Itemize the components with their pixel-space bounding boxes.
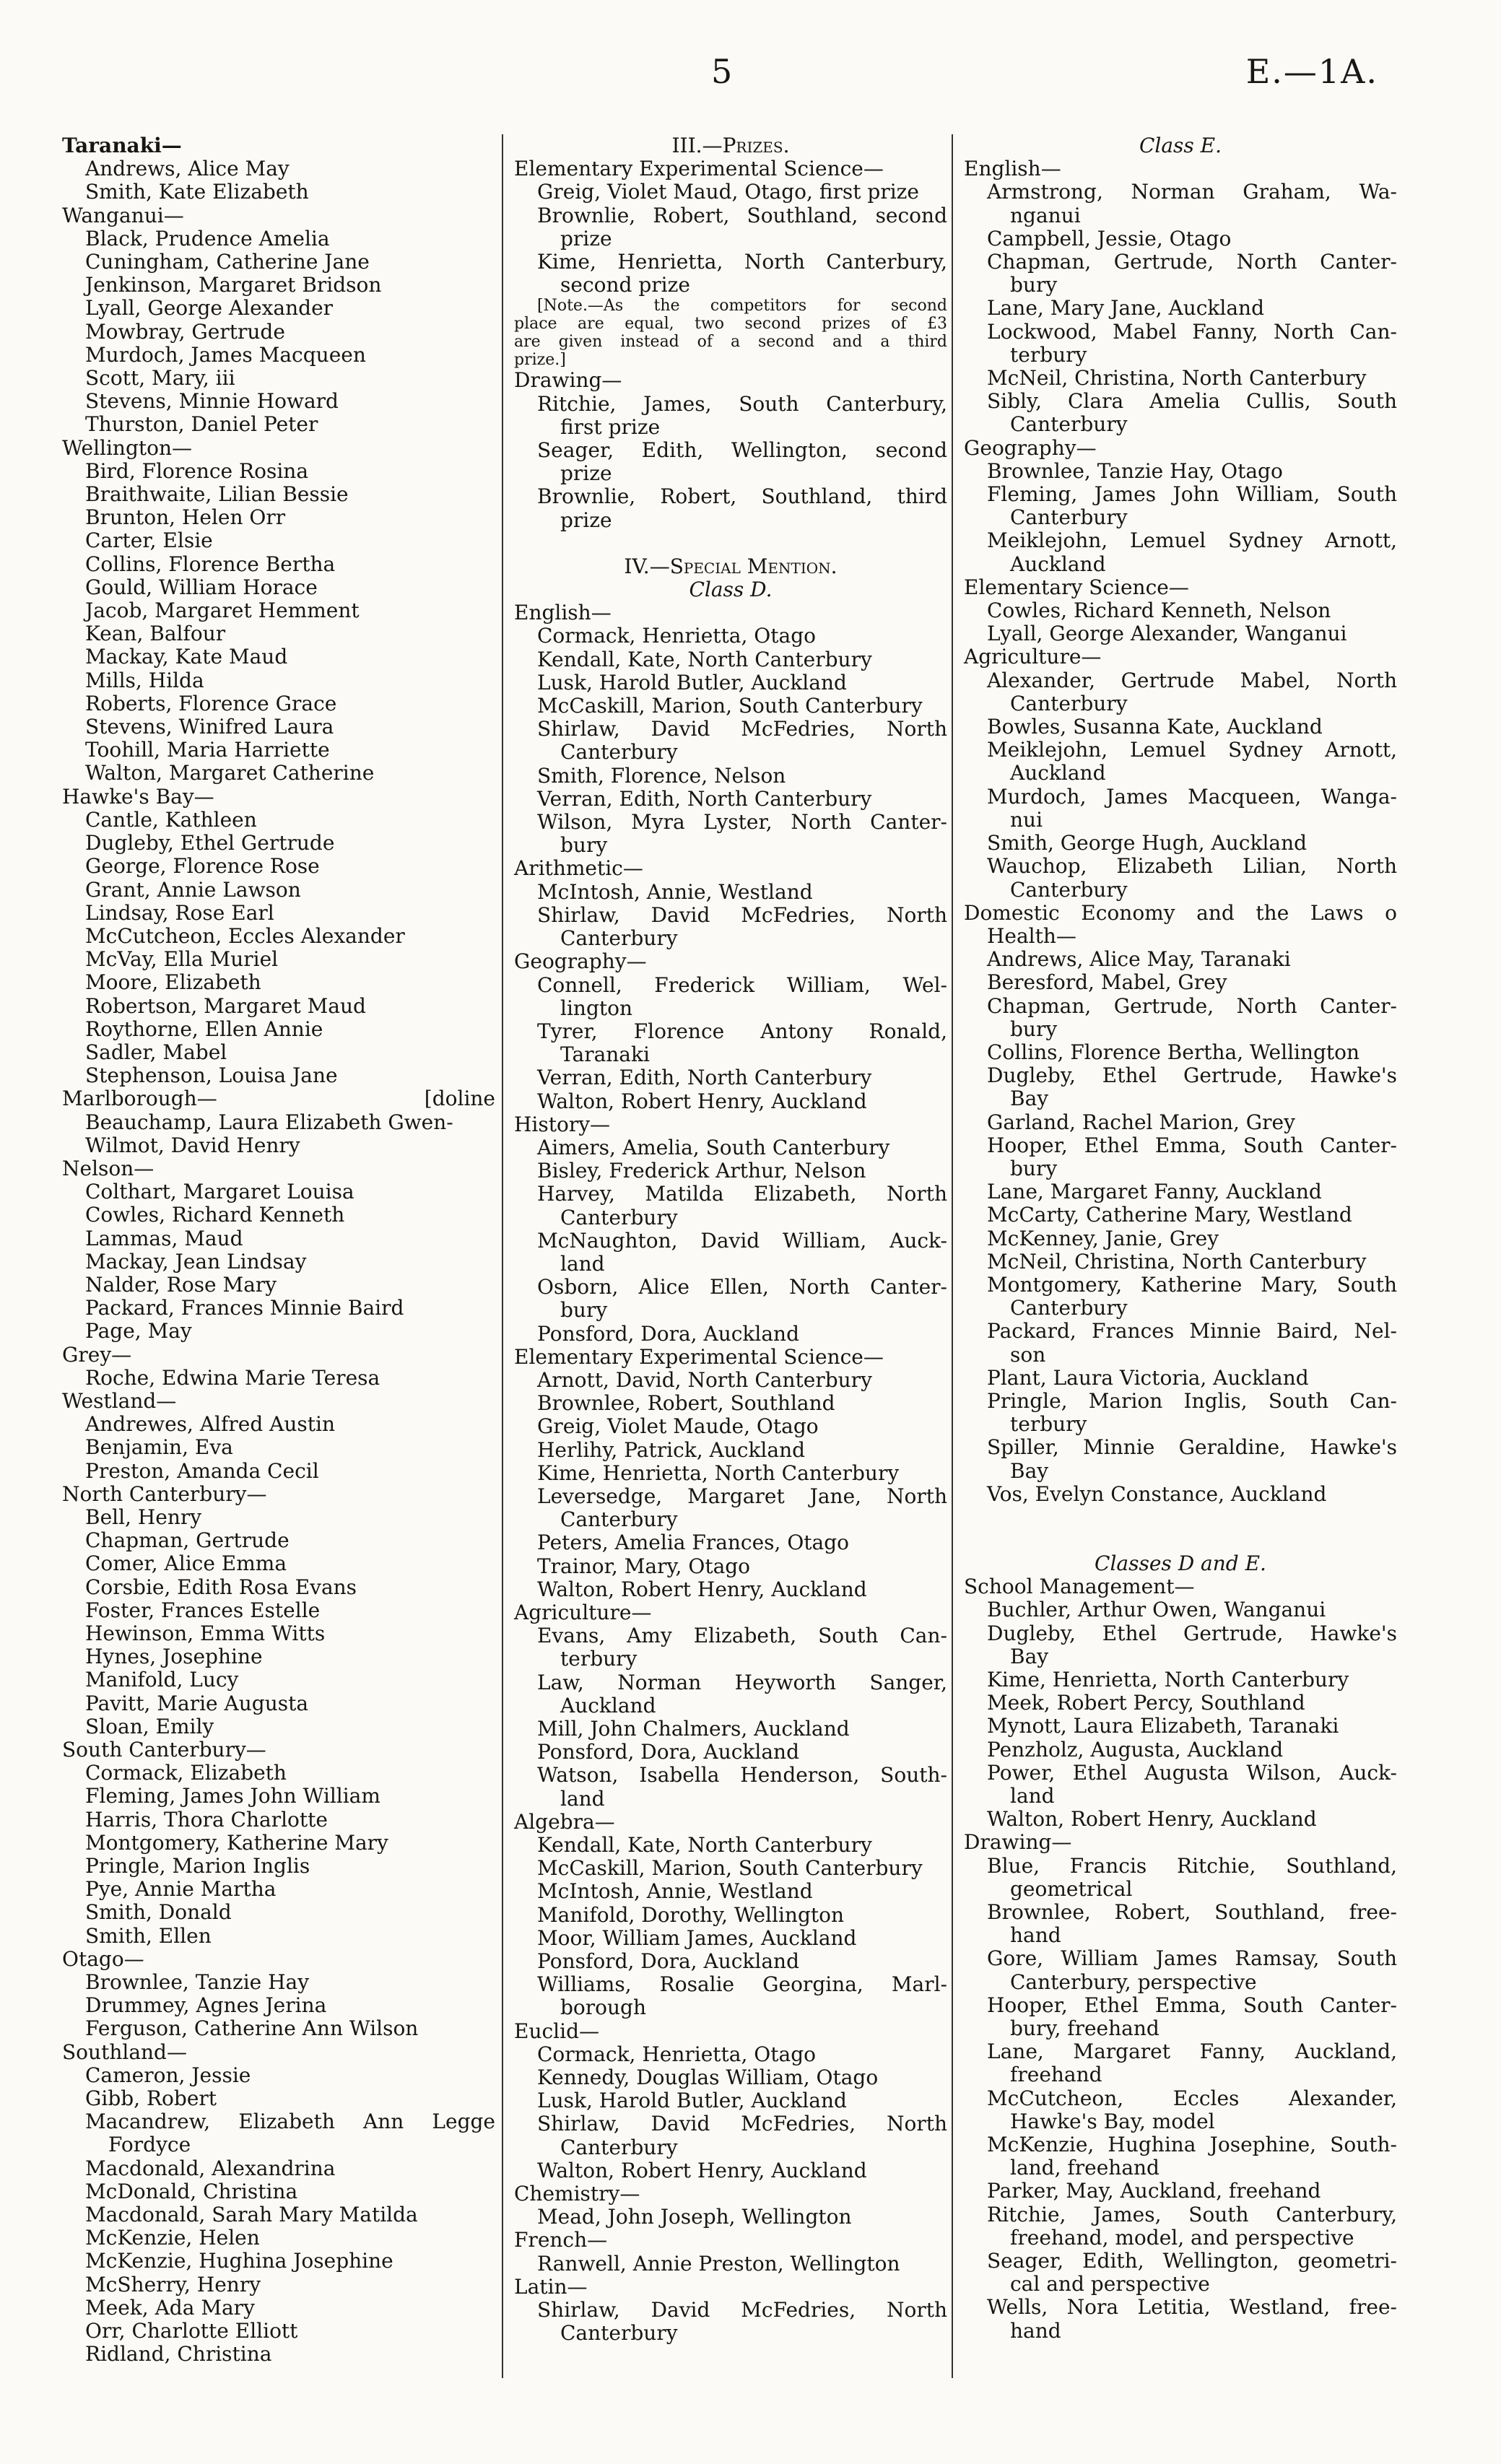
list-entry: Kime, Henrietta, North Canterbury,	[537, 250, 947, 274]
list-entry: Campbell, Jessie, Otago	[987, 226, 1232, 251]
entry-continuation: freehand, model, and perspective	[1010, 2225, 1354, 2250]
section-heading: Marlborough— [doline	[62, 1087, 495, 1111]
list-entry: Dugleby, Ethel Gertrude	[85, 831, 335, 856]
list-entry: Thurston, Daniel Peter	[85, 412, 318, 437]
list-entry: Kendall, Kate, North Canterbury	[537, 1833, 872, 1858]
list-entry: Connell, Frederick William, Wel-	[537, 972, 947, 997]
list-entry: Blue, Francis Ritchie, Southland,	[987, 1853, 1397, 1878]
list-entry: Chapman, Gertrude, North Canter-	[987, 250, 1397, 274]
list-entry: Harvey, Matilda Elizabeth, North	[537, 1182, 947, 1206]
list-entry: Chapman, Gertrude	[85, 1528, 290, 1553]
list-entry: Hynes, Josephine	[85, 1645, 263, 1669]
list-entry: Colthart, Margaret Louisa	[85, 1180, 354, 1204]
section-heading: Latin—	[514, 2274, 588, 2299]
section-heading: North Canterbury—	[62, 1481, 267, 1506]
list-entry: Smith, Florence, Nelson	[537, 763, 786, 788]
document-code: E.—1A.	[1245, 52, 1378, 91]
section-heading: Elementary Experimental Science—	[514, 157, 884, 181]
list-entry: Packard, Frances Minnie Baird, Nel-	[987, 1319, 1397, 1344]
section-heading: Drawing—	[964, 1830, 1072, 1855]
right-column-list	[964, 134, 1397, 2343]
list-entry: Meek, Robert Percy, Southland	[987, 1691, 1305, 1715]
list-entry: Mackay, Jean Lindsay	[85, 1249, 307, 1274]
list-entry: Shirlaw, David McFedries, North	[537, 902, 947, 927]
list-entry: Lammas, Maud	[85, 1226, 243, 1250]
list-entry: Harris, Thora Charlotte	[85, 1807, 328, 1832]
list-entry: Walton, Robert Henry, Auckland	[537, 1089, 867, 1113]
entry-continuation: bury	[560, 833, 608, 858]
column-divider	[502, 134, 503, 2378]
list-entry: Garland, Rachel Marion, Grey	[987, 1110, 1295, 1134]
list-entry: Law, Norman Heyworth Sanger,	[537, 1670, 947, 1694]
list-entry: Ranwell, Annie Preston, Wellington	[537, 2251, 900, 2276]
entry-continuation: terbury	[1010, 1412, 1087, 1437]
list-entry: Smith, Kate Elizabeth	[85, 180, 309, 204]
list-entry: McKenney, Janie, Grey	[987, 1226, 1219, 1250]
list-entry: Mill, John Chalmers, Auckland	[537, 1717, 850, 1741]
list-entry: Foster, Frances Estelle	[85, 1598, 321, 1622]
list-entry: Hooper, Ethel Emma, South Canter-	[987, 1993, 1397, 2017]
entry-continuation: lington	[560, 996, 633, 1020]
list-entry: Shirlaw, David McFedries, North	[537, 717, 947, 741]
left-column-list	[62, 134, 495, 2367]
list-entry: Kennedy, Douglas William, Otago	[537, 2065, 879, 2090]
list-entry: Shirlaw, David McFedries, North	[537, 2298, 947, 2322]
list-entry: Hooper, Ethel Emma, South Canter-	[987, 1133, 1397, 1157]
list-entry: McIntosh, Annie, Westland	[537, 1879, 813, 1904]
entry-continuation: Bay	[1010, 1644, 1049, 1668]
entry-continuation: bury, freehand	[1010, 2016, 1160, 2041]
list-entry: Montgomery, Katherine Mary	[85, 1830, 388, 1855]
list-entry: Arnott, David, North Canterbury	[537, 1367, 872, 1392]
entry-continuation: Canterbury	[1010, 505, 1128, 530]
column-divider	[952, 134, 953, 2378]
entry-continuation: Canterbury	[560, 926, 678, 951]
list-entry: Andrews, Alice May, Taranaki	[987, 947, 1291, 972]
entry-continuation: first prize	[560, 414, 661, 439]
section-heading: prize.]	[514, 351, 566, 370]
list-entry: Bird, Florence Rosina	[85, 458, 309, 483]
list-entry: Walton, Robert Henry, Auckland	[537, 1577, 867, 1601]
entry-continuation: Auckland	[1010, 761, 1106, 785]
section-heading: place are equal, two second prizes of £3	[514, 315, 947, 334]
list-entry: Mynott, Laura Elizabeth, Taranaki	[987, 1714, 1339, 1738]
list-entry: Manifold, Lucy	[85, 1668, 239, 1692]
section-heading: are given instead of a second and a third	[514, 333, 947, 352]
list-entry: George, Florence Rose	[85, 854, 320, 879]
entry-continuation: Hawke's Bay, model	[1010, 2109, 1215, 2133]
list-entry: Smith, George Hugh, Auckland	[987, 831, 1308, 856]
entry-continuation: bury	[1010, 273, 1058, 297]
list-entry: Verran, Edith, North Canterbury	[537, 786, 872, 811]
entry-continuation: land, freehand	[1010, 2156, 1160, 2180]
list-entry: Gould, William Horace	[85, 575, 318, 599]
list-entry: Beresford, Mabel, Grey	[987, 970, 1227, 995]
list-entry: Page, May	[85, 1319, 192, 1344]
entry-continuation: prize	[560, 226, 612, 251]
list-entry: Parker, May, Auckland, freehand	[987, 2179, 1321, 2203]
list-entry: Mackay, Kate Maud	[85, 645, 288, 669]
list-entry: Cowles, Richard Kenneth	[85, 1203, 345, 1227]
list-entry: Bisley, Frederick Arthur, Nelson	[537, 1159, 866, 1183]
list-entry: Brownlee, Robert, Southland, free-	[987, 1900, 1397, 1925]
entry-continuation: bury	[1010, 1156, 1058, 1180]
list-entry: Lane, Mary Jane, Auckland	[987, 296, 1264, 321]
list-entry: Stevens, Minnie Howard	[85, 389, 339, 414]
list-entry: Cuningham, Catherine Jane	[85, 250, 370, 274]
list-entry: Wauchop, Elizabeth Lilian, North	[987, 854, 1397, 879]
list-entry: McVay, Ella Muriel	[85, 947, 279, 972]
list-entry: Bell, Henry	[85, 1505, 202, 1529]
list-entry: Stevens, Winifred Laura	[85, 715, 334, 739]
list-entry: Stephenson, Louisa Jane	[85, 1063, 338, 1088]
section-heading: School Management—	[964, 1575, 1195, 1599]
list-entry: Herlihy, Patrick, Auckland	[537, 1437, 806, 1462]
list-entry: Wilmot, David Henry	[85, 1133, 300, 1157]
list-entry: Mills, Hilda	[85, 668, 204, 692]
entry-continuation: nui	[1010, 807, 1043, 832]
list-entry: Cormack, Henrietta, Otago	[537, 624, 816, 648]
list-entry: Smith, Ellen	[85, 1923, 212, 1948]
page-header	[0, 52, 1501, 103]
list-entry: Williams, Rosalie Georgina, Marl-	[537, 1972, 947, 1997]
list-entry: Sloan, Emily	[85, 1714, 214, 1738]
list-entry: Brownlee, Robert, Southland	[537, 1391, 835, 1416]
list-entry: Aimers, Amelia, South Canterbury	[537, 1135, 890, 1159]
list-entry: Moore, Elizabeth	[85, 970, 261, 995]
list-entry: Pringle, Marion Inglis, South Can-	[987, 1388, 1397, 1413]
list-entry: [Note.—As the competitors for second	[537, 297, 947, 315]
section-title: IV.—Special Mention.	[624, 554, 837, 578]
list-entry: Watson, Isabella Henderson, South-	[537, 1763, 947, 1788]
list-entry: Carter, Elsie	[85, 528, 213, 553]
entry-continuation: son	[1010, 1342, 1046, 1367]
list-entry: Ferguson, Catherine Ann Wilson	[85, 2016, 419, 2041]
list-entry: Penzholz, Augusta, Auckland	[987, 1737, 1284, 1762]
list-entry: Roberts, Florence Grace	[85, 691, 337, 715]
entry-continuation: second prize	[560, 273, 690, 297]
entry-continuation: Canterbury	[1010, 691, 1128, 715]
list-entry: Wells, Nora Letitia, Westland, free-	[987, 2295, 1397, 2320]
list-entry: Packard, Frances Minnie Baird	[85, 1296, 404, 1320]
list-entry: Mowbray, Gertrude	[85, 319, 285, 344]
list-entry: Corsbie, Edith Rosa Evans	[85, 1575, 357, 1599]
list-entry: Lyall, George Alexander	[85, 296, 334, 321]
list-entry: Meiklejohn, Lemuel Sydney Arnott,	[987, 528, 1397, 553]
list-entry: Grant, Annie Lawson	[85, 877, 301, 902]
list-entry: Cormack, Henrietta, Otago	[537, 2042, 816, 2066]
list-entry: Buchler, Arthur Owen, Wanganui	[987, 1598, 1326, 1622]
list-entry: Spiller, Minnie Geraldine, Hawke's	[987, 1435, 1397, 1460]
list-entry: Bowles, Susanna Kate, Auckland	[987, 715, 1323, 739]
list-entry: Walton, Margaret Catherine	[85, 761, 375, 785]
list-entry: Lusk, Harold Butler, Auckland	[537, 670, 847, 695]
section-title: III.—Prizes.	[671, 134, 790, 157]
list-entry: McCutcheon, Eccles Alexander,	[987, 2086, 1397, 2110]
entry-continuation: land	[560, 1251, 605, 1276]
list-entry: Seager, Edith, Wellington, geometri-	[987, 2249, 1397, 2273]
list-entry: Ritchie, James, South Canterbury,	[987, 2202, 1397, 2226]
list-entry: Collins, Florence Bertha	[85, 552, 336, 576]
list-entry: McSherry, Henry	[85, 2272, 261, 2297]
list-entry: Lane, Margaret Fanny, Auckland,	[987, 2039, 1397, 2064]
section-heading: Grey—	[62, 1342, 132, 1367]
entry-continuation: Fordyce	[108, 2133, 191, 2157]
list-entry: Peters, Amelia Frances, Otago	[537, 1531, 850, 1555]
entry-continuation: Taranaki	[560, 1042, 650, 1067]
list-entry: Lockwood, Mabel Fanny, North Can-	[987, 319, 1397, 344]
list-entry: Braithwaite, Lilian Bessie	[85, 482, 349, 507]
list-entry: Plant, Laura Victoria, Auckland	[987, 1365, 1309, 1390]
list-entry: Gore, William James Ramsay, South	[987, 1946, 1397, 1971]
list-entry: Nalder, Rose Mary	[85, 1272, 277, 1297]
entry-continuation: Canterbury	[1010, 412, 1128, 437]
section-heading: Southland—	[62, 2039, 187, 2064]
section-heading: Westland—	[62, 1388, 177, 1413]
entry-continuation: terbury	[560, 1647, 638, 1671]
list-entry: Cormack, Elizabeth	[85, 1761, 287, 1785]
section-heading: English—	[514, 601, 612, 625]
list-entry: Robertson, Margaret Maud	[85, 993, 366, 1018]
list-entry: Cameron, Jessie	[85, 2063, 251, 2087]
list-entry: Osborn, Alice Ellen, North Canter-	[537, 1275, 947, 1300]
list-entry: Lyall, George Alexander, Wanganui	[987, 622, 1347, 646]
list-entry: Moor, William James, Auckland	[537, 1925, 857, 1950]
list-entry: Brownlee, Tanzie Hay, Otago	[987, 458, 1283, 483]
list-entry: Alexander, Gertrude Mabel, North	[987, 668, 1397, 692]
entry-continuation: prize	[560, 461, 612, 486]
entry-continuation: Canterbury, perspective	[1010, 1969, 1257, 1994]
list-entry: Murdoch, James Macqueen	[85, 342, 366, 367]
list-entry: Jenkinson, Margaret Bridson	[85, 273, 382, 297]
list-entry: Brunton, Helen Orr	[85, 505, 286, 530]
list-entry: Greig, Violet Maude, Otago	[537, 1414, 819, 1439]
list-entry: Kime, Henrietta, North Canterbury	[987, 1668, 1349, 1692]
list-entry: Dugleby, Ethel Gertrude, Hawke's	[987, 1063, 1397, 1088]
list-entry: Lane, Margaret Fanny, Auckland	[987, 1180, 1322, 1204]
section-heading: Nelson—	[62, 1156, 155, 1180]
list-entry: McDonald, Christina	[85, 2179, 298, 2203]
list-entry: Tyrer, Florence Antony Ronald,	[537, 1019, 947, 1043]
entry-continuation: land	[1010, 1784, 1055, 1808]
list-entry: McCaskill, Marion, South Canterbury	[537, 1856, 923, 1881]
section-heading: Drawing—	[514, 368, 622, 393]
entry-continuation: terbury	[1010, 342, 1087, 367]
entry-continuation: bury	[1010, 1016, 1058, 1041]
section-heading: English—	[964, 157, 1061, 181]
list-entry: Scott, Mary, iii	[85, 366, 235, 391]
list-entry: Trainor, Mary, Otago	[537, 1554, 751, 1578]
list-entry: Brownlee, Tanzie Hay	[85, 1970, 310, 1995]
list-entry: Leversedge, Margaret Jane, North	[537, 1484, 947, 1508]
entry-continuation: Canterbury	[560, 2135, 678, 2159]
section-heading: History—	[514, 1112, 611, 1136]
entry-continuation: prize	[560, 508, 612, 532]
list-entry: McNeil, Christina, North Canterbury	[987, 366, 1367, 391]
list-entry: Walton, Robert Henry, Auckland	[537, 2158, 867, 2182]
entry-continuation: Bay	[1010, 1458, 1049, 1483]
list-entry: Walton, Robert Henry, Auckland	[987, 1807, 1317, 1832]
list-entry: Andrewes, Alfred Austin	[85, 1412, 336, 1437]
section-heading: Chemistry—	[514, 2182, 640, 2206]
list-entry: Fleming, James John William, South	[987, 482, 1397, 507]
list-entry: Greig, Violet Maud, Otago, first prize	[537, 180, 919, 204]
list-entry: Smith, Donald	[85, 1900, 232, 1925]
list-entry: McCarty, Catherine Mary, Westland	[987, 1203, 1352, 1227]
entry-continuation: geometrical	[1010, 1876, 1133, 1901]
list-entry: Pringle, Marion Inglis	[85, 1854, 310, 1879]
entry-continuation: nganui	[1010, 203, 1081, 227]
list-entry: McNeil, Christina, North Canterbury	[987, 1249, 1367, 1274]
list-entry: Gibb, Robert	[85, 2086, 217, 2111]
list-entry: Vos, Evelyn Constance, Auckland	[987, 1481, 1327, 1506]
list-entry: Chapman, Gertrude, North Canter-	[987, 993, 1397, 1018]
list-entry: Shirlaw, David McFedries, North	[537, 2112, 947, 2136]
list-entry: Ponsford, Dora, Auckland	[537, 1321, 799, 1346]
list-entry: Pavitt, Marie Augusta	[85, 1691, 309, 1715]
entry-continuation: hand	[1010, 2318, 1061, 2343]
list-entry: Collins, Florence Bertha, Wellington	[987, 1040, 1360, 1064]
section-heading: Geography—	[514, 949, 647, 974]
spacer	[964, 1529, 1397, 1552]
list-entry: Kean, Balfour	[85, 622, 226, 646]
list-entry: Health—	[987, 923, 1076, 948]
section-heading: Agriculture—	[964, 645, 1102, 669]
list-entry: Mead, John Joseph, Wellington	[537, 2205, 852, 2229]
list-entry: Seager, Edith, Wellington, second	[537, 438, 947, 463]
entry-continuation: Canterbury	[560, 1507, 678, 1532]
middle-column-list	[514, 134, 947, 2345]
entry-continuation: Canterbury	[1010, 877, 1128, 902]
list-entry: Toohill, Maria Harriette	[85, 738, 330, 762]
section-heading: Domestic Economy and the Laws o	[964, 900, 1397, 925]
entry-continuation: Canterbury	[560, 2321, 678, 2346]
list-entry: Pye, Annie Martha	[85, 1877, 277, 1902]
section-heading: Agriculture—	[514, 1600, 652, 1624]
section-heading: Arithmetic—	[514, 856, 643, 881]
list-entry: Black, Prudence Amelia	[85, 226, 330, 251]
spacer	[964, 1506, 1397, 1529]
list-entry: Murdoch, James Macqueen, Wanga-	[987, 784, 1397, 809]
list-entry: McIntosh, Annie, Westland	[537, 879, 813, 904]
list-entry: Brownlie, Robert, Southland, second	[537, 203, 947, 227]
hyphenation-remainder: [doline	[424, 1087, 495, 1111]
list-entry: Cantle, Kathleen	[85, 807, 257, 832]
list-entry: Macdonald, Alexandrina	[85, 2156, 336, 2180]
page-number: 5	[711, 52, 733, 91]
list-entry: Ponsford, Dora, Auckland	[537, 1740, 799, 1764]
list-entry: Jacob, Margaret Hemment	[85, 598, 360, 623]
list-entry: McNaughton, David William, Auck-	[537, 1228, 947, 1253]
section-heading: Geography—	[964, 435, 1097, 460]
list-entry: Andrews, Alice May	[85, 157, 290, 181]
list-entry: Evans, Amy Elizabeth, South Can-	[537, 1624, 947, 1648]
list-entry: Meek, Ada Mary	[85, 2295, 255, 2320]
section-heading: Hawke's Bay—	[62, 784, 214, 809]
section-heading: Elementary Experimental Science—	[514, 1344, 884, 1369]
list-entry: Drummey, Agnes Jerina	[85, 1993, 327, 2018]
section-heading: Euclid—	[514, 2019, 599, 2043]
list-entry: Cowles, Richard Kenneth, Nelson	[987, 598, 1331, 623]
list-entry: Montgomery, Katherine Mary, South	[987, 1272, 1397, 1297]
entry-continuation: Canterbury	[560, 740, 678, 765]
section-heading: Otago—	[62, 1946, 144, 1971]
list-entry: Brownlie, Robert, Southland, third	[537, 484, 947, 509]
entry-continuation: Auckland	[1010, 552, 1106, 576]
section-title: Class D.	[689, 578, 773, 602]
list-entry: Orr, Charlotte Elliott	[85, 2319, 298, 2343]
section-heading: Wanganui—	[62, 203, 184, 227]
list-entry: Armstrong, Norman Graham, Wa-	[987, 180, 1397, 204]
section-heading: French—	[514, 2228, 608, 2252]
list-entry: Lusk, Harold Butler, Auckland	[537, 2089, 847, 2113]
entry-continuation: land	[560, 1786, 605, 1811]
entry-continuation: borough	[560, 1995, 647, 2020]
section-heading: Taranaki—	[62, 134, 182, 157]
entry-continuation: bury	[560, 1298, 608, 1323]
list-entry: Preston, Amanda Cecil	[85, 1458, 319, 1483]
list-entry: McKenzie, Helen	[85, 2226, 260, 2250]
section-heading: Wellington—	[62, 435, 193, 460]
list-entry: Manifold, Dorothy, Wellington	[537, 1902, 845, 1927]
section-heading: South Canterbury—	[62, 1738, 266, 1762]
list-entry: McCutcheon, Eccles Alexander	[85, 923, 405, 948]
list-entry: Verran, Edith, North Canterbury	[537, 1066, 872, 1090]
list-entry: Power, Ethel Augusta Wilson, Auck-	[987, 1760, 1397, 1785]
entry-continuation: cal and perspective	[1010, 2272, 1210, 2297]
section-title: Classes D and E.	[1095, 1551, 1266, 1575]
list-entry: Fleming, James John William	[85, 1784, 380, 1808]
list-entry: Kime, Henrietta, North Canterbury	[537, 1460, 900, 1485]
spacer	[514, 532, 947, 555]
list-entry: Meiklejohn, Lemuel Sydney Arnott,	[987, 738, 1397, 762]
list-entry: Beauchamp, Laura Elizabeth Gwen-	[85, 1110, 453, 1134]
list-entry: McCaskill, Marion, South Canterbury	[537, 694, 923, 718]
list-entry: Sadler, Mabel	[85, 1040, 227, 1064]
list-entry: Sibly, Clara Amelia Cullis, South	[987, 389, 1397, 414]
section-heading: Elementary Science—	[964, 575, 1189, 599]
entry-continuation: Bay	[1010, 1087, 1049, 1111]
list-entry: Hewinson, Emma Witts	[85, 1621, 326, 1645]
list-entry: Roythorne, Ellen Annie	[85, 1016, 323, 1041]
list-entry: McKenzie, Hughina Josephine, South-	[987, 2133, 1397, 2157]
list-entry: Comer, Alice Emma	[85, 1551, 287, 1576]
list-entry: Benjamin, Eva	[85, 1435, 233, 1460]
list-entry: Dugleby, Ethel Gertrude, Hawke's	[987, 1621, 1397, 1645]
entry-continuation: Auckland	[560, 1693, 656, 1718]
list-entry: Ponsford, Dora, Auckland	[537, 1949, 799, 1974]
list-entry: Roche, Edwina Marie Teresa	[85, 1365, 380, 1390]
list-entry: Ritchie, James, South Canterbury,	[537, 391, 947, 416]
entry-continuation: freehand	[1010, 2063, 1102, 2087]
section-title: Class E.	[1139, 134, 1222, 157]
list-entry: Ridland, Christina	[85, 2342, 272, 2367]
entry-continuation: Canterbury	[1010, 1296, 1128, 1320]
list-entry: McKenzie, Hughina Josephine	[85, 2249, 393, 2273]
list-entry: Wilson, Myra Lyster, North Canter-	[537, 810, 947, 835]
list-entry: Macandrew, Elizabeth Ann Legge	[85, 2110, 495, 2134]
list-entry: Kendall, Kate, North Canterbury	[537, 647, 872, 671]
list-entry: Macdonald, Sarah Mary Matilda	[85, 2203, 418, 2227]
entry-continuation: Canterbury	[560, 1205, 678, 1229]
section-heading: Algebra—	[514, 1809, 615, 1834]
list-entry: Lindsay, Rose Earl	[85, 900, 274, 925]
entry-continuation: hand	[1010, 1923, 1061, 1948]
